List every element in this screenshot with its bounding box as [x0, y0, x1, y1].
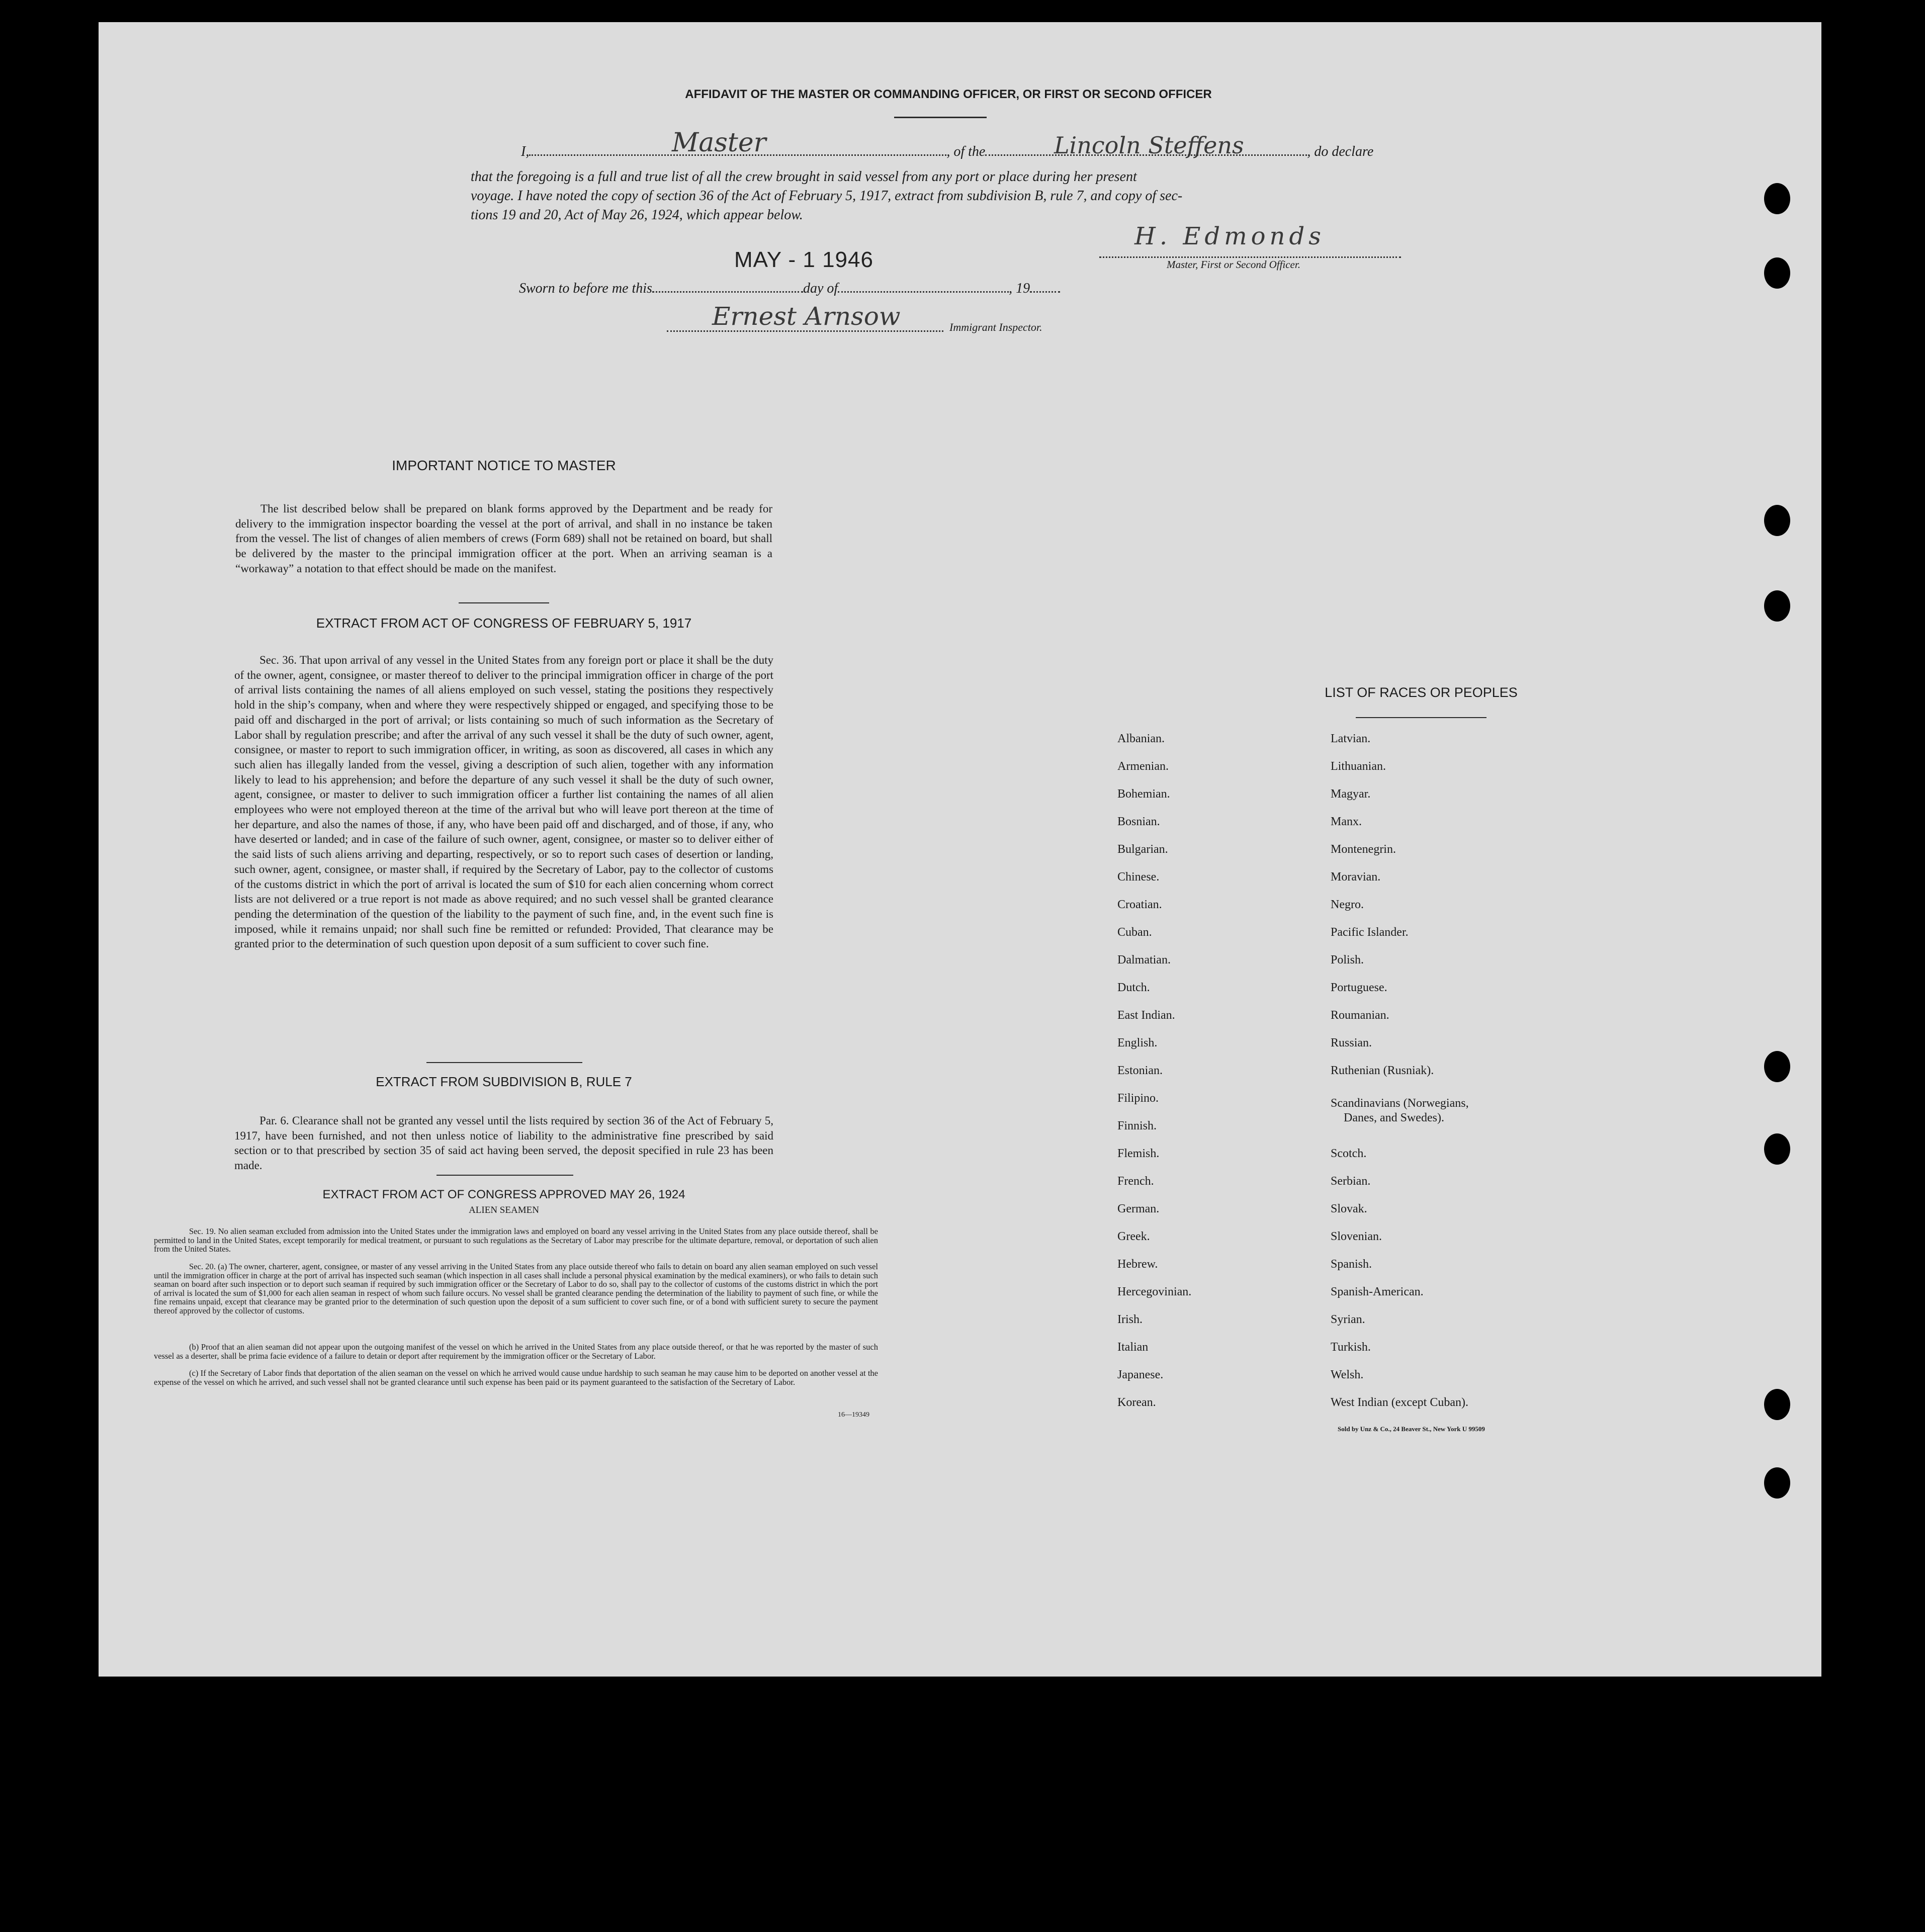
- race-left-17: German.: [1117, 1202, 1160, 1215]
- officer-label: Master, First or Second Officer.: [1167, 258, 1300, 271]
- punch-hole: [1764, 1133, 1790, 1165]
- race-left-23: Japanese.: [1117, 1368, 1164, 1381]
- race-right-8: Polish.: [1331, 953, 1364, 967]
- rule-7-divider: [436, 1175, 573, 1176]
- race-right-21: Syrian.: [1331, 1313, 1365, 1326]
- race-right-5: Moravian.: [1331, 870, 1381, 884]
- race-left-15: Flemish.: [1117, 1147, 1160, 1160]
- race-right-16: Serbian.: [1331, 1175, 1371, 1188]
- race-left-19: Hebrew.: [1117, 1258, 1158, 1271]
- race-left-10: East Indian.: [1117, 1009, 1175, 1022]
- declaration-line-1: [521, 144, 1373, 160]
- extract-1917-title: EXTRACT FROM ACT OF CONGRESS OF FEBRUARY 5, 1917: [316, 616, 692, 631]
- section-20c-text: (c) If the Secretary of Labor finds that deportation of the alien seaman on the vessel on which he arrived would cause undue hardship to such seaman he may cause him to be deported on another vessel at the expense of the vessel on which he arrived, and such vessel shall not be granted clearance until such expense has been paid or its payment guaranteed to the satisfaction of the Secretary of Labor.: [154, 1368, 878, 1387]
- section-20a-text: Sec. 20. (a) The owner, charterer, agent, consignee, or master of any vessel arriving in the United States from any place outside thereof who fails to detain on board any alien seaman employed on such vessel until the immigration officer in charge at the port of arrival has inspected such seaman (which inspection in all cases shall include a personal physical examination by the medical examiners), or who fails to detain such seaman on board after such inspection or to deport such seaman if required by such immigration officer or the Secretary of Labor to do so, shall pay to the collector of customs of the customs district in which the port of arrival is located the sum of $1,000 for each alien seaman in respect of whom such failure occurs. No vessel shall be granted clearance pending the determination of the liability to payment of such fine, or while the fine remains unpaid, except that clearance may be granted prior to the determination of such question upon the deposit of a sum sufficient to cover such fine, or of a bond with sufficient surety to secure the payment thereof approved by the collector of customs.: [154, 1262, 878, 1315]
- officer-signature: H. Edmonds: [1134, 222, 1325, 250]
- section-20b-text: (b) Proof that an alien seaman did not appear upon the outgoing manifest of the vessel on which he arrived in the United States from any place outside thereof, or that he was reported by the master of such vessel as a deserter, shall be prima facie evidence of a failure to detain or deport after requirement by the immigration officer or the Secretary of Labor.: [154, 1342, 878, 1361]
- race-right-17: Slovak.: [1331, 1202, 1367, 1215]
- race-left-20: Hercegovinian.: [1117, 1285, 1192, 1298]
- punch-hole: [1764, 257, 1790, 289]
- notice-divider: [459, 602, 549, 603]
- race-left-6: Croatian.: [1117, 898, 1162, 911]
- race-left-3: Bosnian.: [1117, 815, 1160, 828]
- race-right-13: Scandinavians (Norwegians,: [1331, 1097, 1469, 1110]
- race-left-9: Dutch.: [1117, 981, 1150, 994]
- race-left-5: Chinese.: [1117, 870, 1160, 884]
- extract-1917-text: Sec. 36. That upon arrival of any vessel in the United States from any foreign port or place it shall be the duty of the owner, agent, consignee, or master thereof to deliver to the principal immigration officer in charge of the port of arrival lists containing the names of all aliens employed on such vessel, stating the positions they respectively hold in the ship’s company, when and where they were respectively shipped or engaged, and specifying those to be paid off and discharged in the port of arrival; or lists containing so much of such information as the Secretary of Labor shall by regulation prescribe; and after the arrival of any such vessel it shall be the duty of such owner, agent, consignee, or master to report to such immigration officer, in writing, as soon as discovered, all cases in which any such alien has illegally landed from the vessel, giving a description of such alien, together with any information likely to lead to his apprehension; and before the departure of any such vessel it shall be the duty of such owner, agent, consignee, or master to deliver to such immigration officer a further list containing the names of all alien employees who were not employed thereon at the time of the arrival but who will leave port thereon at the time of her departure, and also the names of those, if any, who have been paid off and discharged, and of those, if any, who have deserted or landed; and in case of the failure of such owner, agent, consignee, or master so to deliver either of the said lists of such aliens arriving and departing, respectively, or so to report such cases of desertion or landing, such owner, agent, consignee, or master shall, if required by the Secretary of Labor, pay to the collector of customs of the customs district in which the port of arrival is located the sum of $10 for each alien concerning whom correct lists are not delivered or a true report is not made as above required; and no such vessel shall be granted clearance pending the determination of the question of the liability to the payment of such fine, and, in the event such fine is imposed, while it remains unpaid; nor shall such fine be remitted or refunded: Provided, That clearance may be granted prior to the determination of such question upon deposit of a sum sufficient to cover such fine.: [234, 654, 773, 950]
- rule-7-text: Par. 6. Clearance shall not be granted any vessel until the lists required by section 36 of the Act of February 5, 1917, have been furnished, and not then unless notice of liability to the administrative fine prescribed by said section or to that prescribed by section 35 of said act having been served, the deposit specified in rule 23 has been made.: [234, 1114, 773, 1172]
- race-left-0: Albanian.: [1117, 732, 1165, 745]
- race-left-21: Irish.: [1117, 1313, 1143, 1326]
- race-right-7: Pacific Islander.: [1331, 926, 1409, 939]
- race-right-22: Turkish.: [1331, 1341, 1371, 1354]
- extract-1924-title: EXTRACT FROM ACT OF CONGRESS APPROVED MAY 26, 1924: [322, 1188, 685, 1201]
- race-right-14: Danes, and Swedes).: [1344, 1111, 1444, 1124]
- sworn-month-dotted-line: [838, 291, 1009, 293]
- declaration-line-4: tions 19 and 20, Act of May 26, 1924, which appear below.: [471, 207, 803, 223]
- punch-hole: [1764, 1467, 1790, 1499]
- declaration-i: I,: [521, 144, 530, 159]
- publisher-imprint: Sold by Unz & Co., 24 Beaver St., New York U 99509: [1338, 1425, 1485, 1433]
- do-declare-text: , do declare: [1307, 144, 1374, 159]
- document-sheet: [99, 22, 1821, 1677]
- officer-signature-line: [1099, 256, 1401, 258]
- race-left-8: Dalmatian.: [1117, 953, 1171, 967]
- day-of-text: day of: [803, 281, 838, 296]
- handwritten-rank: Master: [672, 128, 766, 158]
- sworn-year-dotted-line: [1030, 291, 1060, 293]
- race-left-16: French.: [1117, 1175, 1154, 1188]
- race-left-1: Armenian.: [1117, 760, 1169, 773]
- stamped-date: MAY - 1 1946: [734, 247, 873, 272]
- sworn-day-dotted-line: [652, 291, 803, 293]
- sworn-text: Sworn to before me this: [519, 281, 652, 296]
- sworn-line: [519, 281, 1060, 297]
- section-19-text: Sec. 19. No alien seaman excluded from admission into the United States under the immigration laws and employed on board any vessel arriving in the United States from any place outside thereof, shall be permitted to land in the United States, except temporarily for medical treatment, or pursuant to such regulations as the Secretary of Labor may prescribe for the ultimate departure, removal, or deportation of such alien from the United States.: [154, 1226, 878, 1254]
- race-right-23: Welsh.: [1331, 1368, 1364, 1381]
- inspector-label: Immigrant Inspector.: [949, 321, 1042, 333]
- race-right-20: Spanish-American.: [1331, 1285, 1424, 1298]
- races-title: LIST OF RACES OR PEOPLES: [1325, 685, 1518, 700]
- year-text: , 19: [1009, 281, 1030, 296]
- race-right-0: Latvian.: [1331, 732, 1371, 745]
- inspector-signature-line: [667, 330, 943, 332]
- race-right-1: Lithuanian.: [1331, 760, 1386, 773]
- race-right-10: Roumanian.: [1331, 1009, 1389, 1022]
- race-left-12: Estonian.: [1117, 1064, 1163, 1077]
- race-right-15: Scotch.: [1331, 1147, 1367, 1160]
- race-right-18: Slovenian.: [1331, 1230, 1382, 1243]
- race-right-2: Magyar.: [1331, 787, 1371, 801]
- notice-title: IMPORTANT NOTICE TO MASTER: [392, 458, 616, 473]
- race-right-12: Ruthenian (Rusniak).: [1331, 1064, 1434, 1077]
- alien-seamen-subtitle: ALIEN SEAMEN: [469, 1205, 539, 1215]
- rule-7-title: EXTRACT FROM SUBDIVISION B, RULE 7: [376, 1074, 632, 1089]
- punch-hole: [1764, 1389, 1790, 1420]
- race-left-11: English.: [1117, 1036, 1158, 1049]
- race-right-6: Negro.: [1331, 898, 1364, 911]
- declaration-line-3: voyage. I have noted the copy of section 36 of the Act of February 5, 1917, extract from subdivision B, rule 7, and copy of sec-: [471, 188, 1183, 204]
- race-right-11: Russian.: [1331, 1036, 1372, 1049]
- race-left-7: Cuban.: [1117, 926, 1152, 939]
- inspector-signature: Ernest Arnsow: [712, 302, 901, 331]
- race-right-4: Montenegrin.: [1331, 843, 1396, 856]
- form-number: 16—19349: [838, 1411, 869, 1419]
- punch-hole: [1764, 183, 1790, 214]
- punch-hole: [1764, 1051, 1790, 1082]
- race-left-22: Italian: [1117, 1341, 1149, 1354]
- race-right-24: West Indian (except Cuban).: [1331, 1396, 1468, 1409]
- extract-1917-divider: [426, 1062, 582, 1063]
- race-right-9: Portuguese.: [1331, 981, 1387, 994]
- race-left-2: Bohemian.: [1117, 787, 1170, 801]
- title-rule: [894, 117, 987, 118]
- race-left-4: Bulgarian.: [1117, 843, 1168, 856]
- handwritten-vessel-name: Lincoln Steffens: [1054, 132, 1244, 159]
- declaration-line-2: that the foregoing is a full and true list of all the crew brought in said vessel from any port or place during her present: [471, 169, 1137, 185]
- race-right-19: Spanish.: [1331, 1258, 1372, 1271]
- race-left-18: Greek.: [1117, 1230, 1150, 1243]
- race-right-3: Manx.: [1331, 815, 1362, 828]
- races-title-rule: [1356, 717, 1486, 718]
- of-the-text: , of the: [946, 144, 986, 159]
- punch-hole: [1764, 590, 1790, 622]
- notice-text: The list described below shall be prepared on blank forms approved by the Department and be ready for delivery to the immigration inspector boarding the vessel at the port of arrival, and shall in no instance be taken from the vessel. The list of changes of alien members of crews (Form 689) shall not be retained on board, but shall be delivered by the master to the principal immigration officer at the port. When an arriving seaman is a “workaway” a notation to that effect should be made on the manifest.: [235, 502, 772, 575]
- race-left-14: Finnish.: [1117, 1119, 1157, 1132]
- race-left-13: Filipino.: [1117, 1092, 1159, 1105]
- affidavit-title: AFFIDAVIT OF THE MASTER OR COMMANDING OFFICER, OR FIRST OR SECOND OFFICER: [685, 87, 1212, 101]
- race-left-24: Korean.: [1117, 1396, 1156, 1409]
- punch-hole: [1764, 505, 1790, 536]
